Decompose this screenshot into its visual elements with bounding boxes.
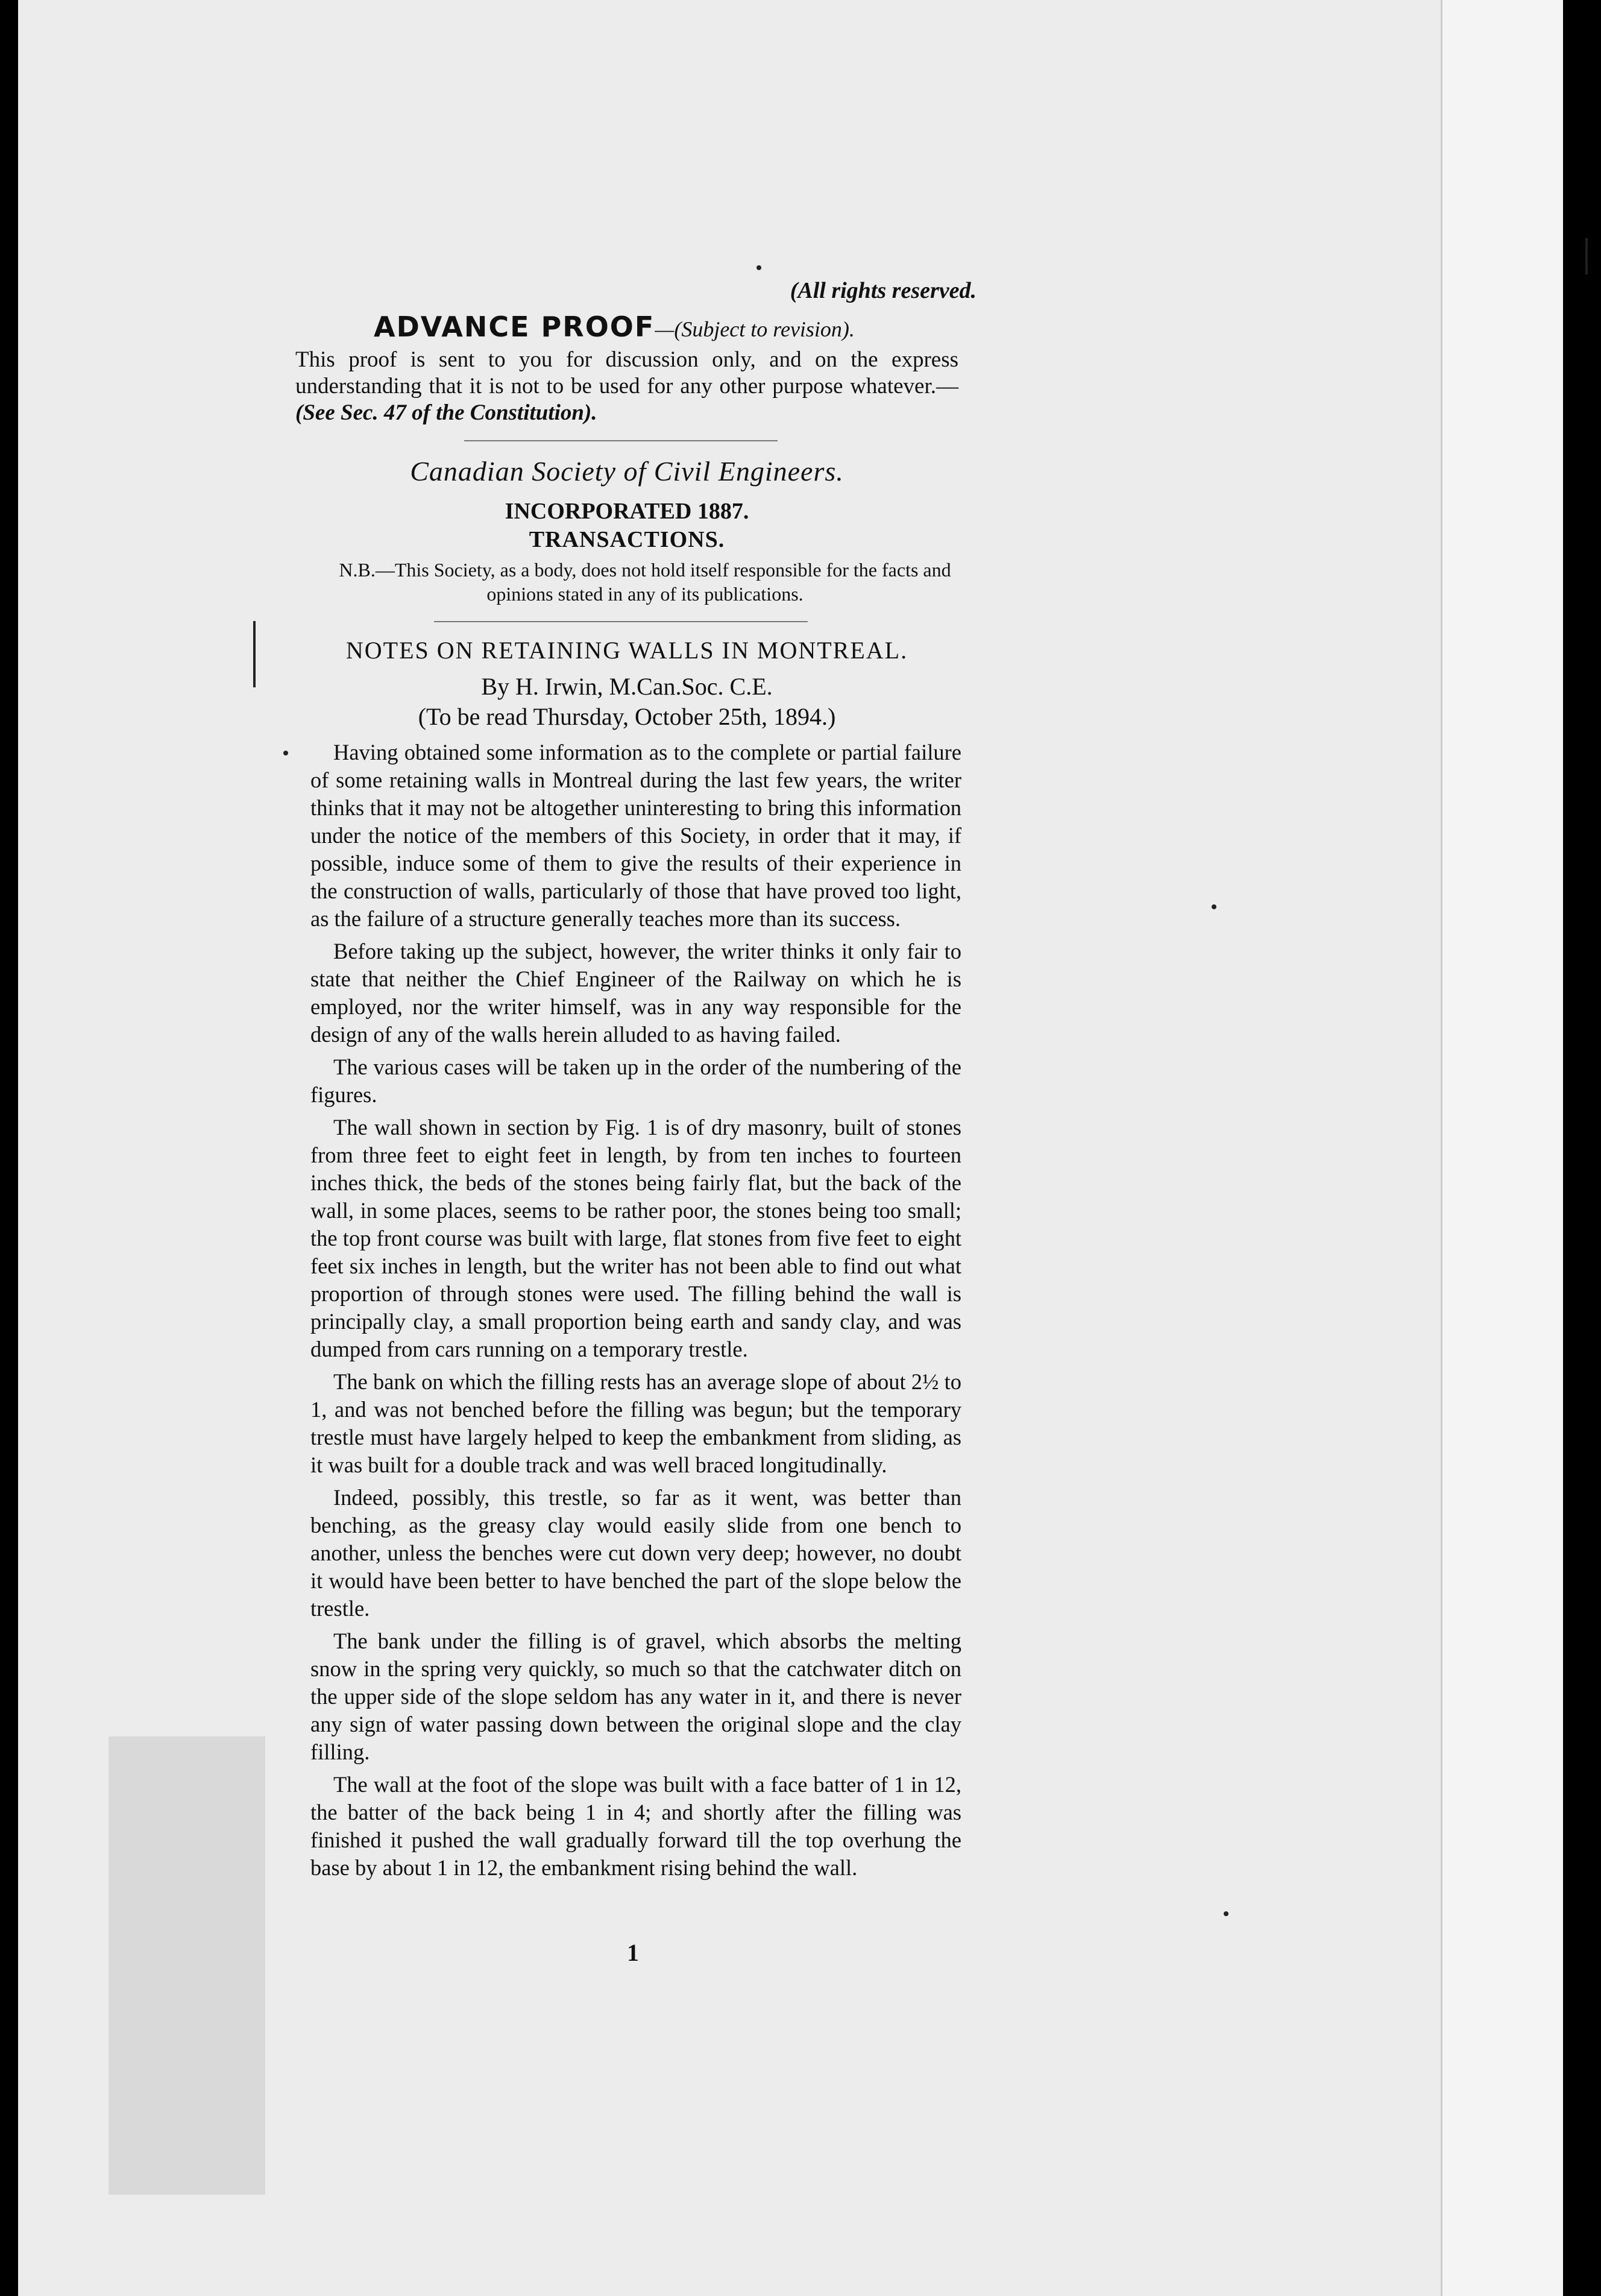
proof-note-text: This proof is sent to you for discussion only, and on the express understanding that it is not to be used for any other purpose whatever.— <box>295 347 958 399</box>
body-paragraph: Having obtained some information as to the complete or partial failure of some retaining walls in Montreal during the last few years, the writer thinks that it may not be altogether uninteresting to bring this information under the notice of the members of this Society, in order that it may, if possible, induce some of them to give the results of their experience in the construction of walls, particularly of those that have proved too light, as the failure of a structure generally teaches more than its success. <box>310 740 961 931</box>
proof-note <box>295 347 958 426</box>
society-name: Canadian Society of Civil Engineers. <box>410 456 844 487</box>
scan-speck <box>283 751 288 755</box>
proof-note-reference: (See Sec. 47 of the Constitution). <box>295 400 597 425</box>
article-read-date: (To be read Thursday, October 25th, 1894.) <box>418 703 836 730</box>
article-title: NOTES ON RETAINING WALLS IN MONTREAL. <box>345 637 908 664</box>
article-body <box>310 739 961 1887</box>
divider-rule <box>464 440 778 441</box>
body-paragraph: The bank under the filling is of gravel, which absorbs the melting snow in the spring very quickly, so much so that the catchwater ditch on the upper side of the slope seldom has any water in it, and there is never any sign of water passing down between the original slope and the clay filling. <box>310 1629 961 1764</box>
transactions-heading: TRANSACTIONS. <box>529 527 725 552</box>
page-number: 1 <box>627 1939 639 1966</box>
body-paragraph: The wall at the foot of the slope was built with a face batter of 1 in 12, the batter of the back being 1 in 4; and shortly after the filling was finished it pushed the wall gradually forward till the top overhung the base by about 1 in 12, the embankment rising behind the wall. <box>310 1772 961 1880</box>
body-paragraph: The various cases will be taken up in the order of the numbering of the figures. <box>310 1055 961 1107</box>
divider-rule <box>434 621 808 622</box>
body-paragraph: The bank on which the filling rests has an average slope of about 2½ to 1, and was not benched before the filling was begun; but the temporary trestle must have largely helped to keep the embankment from sliding, as it was built for a double track and was well braced longitudinally. <box>310 1369 961 1477</box>
article-byline: By H. Irwin, M.Can.Soc. C.E. <box>481 673 773 700</box>
society-disclaimer: N.B.—This Society, as a body, does not hold itself responsible for the facts and opinions stated in any of its publications. <box>339 559 951 605</box>
body-paragraph: The wall shown in section by Fig. 1 is of dry masonry, built of stones from three feet to eight feet in length, by from ten inches to fourteen inches thick, the beds of the stones being fairly flat, but the back of the wall, in some places, seems to be rather poor, the stones being too small; the top front course was built with large, flat stones from five feet to eight feet six inches in length, but the writer has not been able to find out what proportion of through stones were used. The filling behind the wall is principally clay, a small proportion being earth and sandy clay, and was dumped from cars running on a temporary trestle. <box>310 1115 961 1361</box>
rights-reserved-note: (All rights reserved. <box>790 278 977 303</box>
scan-speck <box>1224 1911 1228 1916</box>
scan-speck <box>756 265 761 270</box>
scan-speck <box>1212 904 1216 909</box>
scan-smudge <box>109 1736 265 2195</box>
body-paragraph: Indeed, possibly, this trestle, so far as it went, was better than benching, as the greasy clay would easily slide from one bench to another, unless the benches were cut down very deep; however, no doubt it would have been better to have benched the part of the slope below the trestle. <box>310 1485 961 1621</box>
advance-proof-title: ADVANCE PROOF <box>374 311 655 343</box>
incorporated-line: INCORPORATED 1887. <box>505 499 749 524</box>
scan-mark <box>1585 238 1588 274</box>
scan-mark <box>253 621 256 687</box>
advance-proof-subtitle: —(Subject to revision). <box>655 317 855 341</box>
body-paragraph: Before taking up the subject, however, the writer thinks it only fair to state that neither the Chief Engineer of the Railway on which he is employed, nor the writer himself, was in any way responsible for the design of any of the walls herein alluded to as having failed. <box>310 939 961 1047</box>
page-fold-edge <box>1441 0 1563 2296</box>
advance-proof-heading <box>374 311 1157 343</box>
